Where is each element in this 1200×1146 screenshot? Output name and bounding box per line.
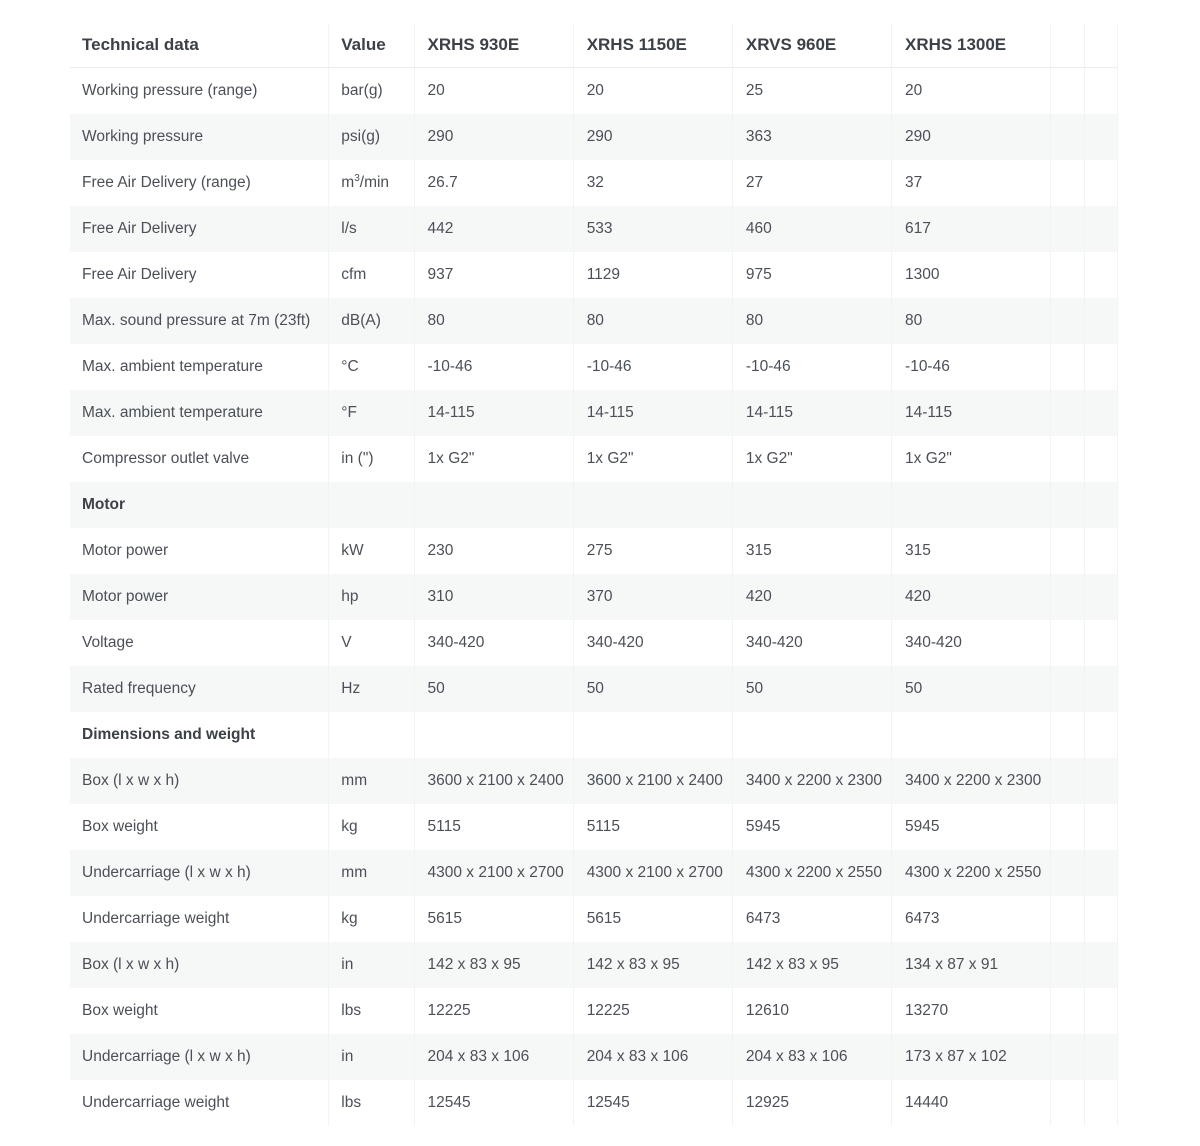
table-row — [70, 620, 1118, 666]
model-value: -10-46 — [414, 344, 573, 390]
model-value: 3400 x 2200 x 2300 — [732, 758, 891, 804]
parameter-name: Rated frequency — [70, 666, 329, 712]
empty-cell — [1085, 758, 1118, 804]
model-value: 5945 — [732, 804, 891, 850]
model-value: 204 x 83 x 106 — [732, 1034, 891, 1080]
parameter-unit — [329, 1034, 414, 1080]
empty-cell — [1051, 896, 1085, 942]
unit-text: Hz — [341, 680, 361, 697]
empty-cell — [329, 482, 414, 528]
model-value: 12225 — [573, 988, 732, 1034]
parameter-unit — [329, 160, 414, 206]
technical-data-table-wrapper — [70, 23, 1118, 1126]
model-value: 12545 — [414, 1080, 573, 1126]
empty-cell — [1085, 298, 1118, 344]
header-technical-data: Technical data — [70, 23, 329, 68]
model-value: 290 — [892, 114, 1051, 160]
empty-cell — [1085, 344, 1118, 390]
model-value: -10-46 — [573, 344, 732, 390]
empty-cell — [1051, 620, 1085, 666]
parameter-unit — [329, 68, 414, 115]
empty-cell — [573, 482, 732, 528]
model-value: 6473 — [732, 896, 891, 942]
unit-text: psi(g) — [341, 128, 381, 145]
parameter-unit — [329, 804, 414, 850]
empty-cell — [732, 482, 891, 528]
model-value: 5945 — [892, 804, 1051, 850]
empty-cell — [1051, 206, 1085, 252]
empty-cell — [1051, 1080, 1085, 1126]
model-value: 14-115 — [892, 390, 1051, 436]
model-value: 340-420 — [573, 620, 732, 666]
unit-text: m — [341, 174, 355, 191]
model-value: 1129 — [573, 252, 732, 298]
parameter-name: Voltage — [70, 620, 329, 666]
table-body — [70, 68, 1118, 1127]
model-value: 142 x 83 x 95 — [414, 942, 573, 988]
empty-cell — [1051, 666, 1085, 712]
parameter-name: Box weight — [70, 804, 329, 850]
empty-cell — [1085, 436, 1118, 482]
model-value: 50 — [573, 666, 732, 712]
empty-cell — [414, 482, 573, 528]
model-value: 420 — [892, 574, 1051, 620]
unit-text: l/s — [341, 220, 357, 237]
model-value: 370 — [573, 574, 732, 620]
model-value: 13270 — [892, 988, 1051, 1034]
model-value: 20 — [892, 68, 1051, 115]
empty-cell — [1085, 574, 1118, 620]
parameter-name: Box (l x w x h) — [70, 942, 329, 988]
model-value: 20 — [573, 68, 732, 115]
empty-cell — [1085, 942, 1118, 988]
parameter-unit — [329, 758, 414, 804]
header-model: XRVS 960E — [732, 23, 891, 68]
empty-cell — [1051, 758, 1085, 804]
empty-cell — [1085, 666, 1118, 712]
model-value: 315 — [892, 528, 1051, 574]
table-row — [70, 942, 1118, 988]
model-value: 80 — [414, 298, 573, 344]
table-row — [70, 390, 1118, 436]
unit-text: mm — [341, 772, 368, 789]
empty-cell — [573, 712, 732, 758]
model-value: 1x G2" — [414, 436, 573, 482]
empty-cell — [1085, 68, 1118, 115]
empty-cell — [892, 712, 1051, 758]
model-value: 3400 x 2200 x 2300 — [892, 758, 1051, 804]
model-value: 533 — [573, 206, 732, 252]
model-value: 204 x 83 x 106 — [414, 1034, 573, 1080]
header-empty-cell — [1051, 23, 1085, 68]
parameter-unit — [329, 942, 414, 988]
model-value: 50 — [892, 666, 1051, 712]
table-row — [70, 988, 1118, 1034]
model-value: 134 x 87 x 91 — [892, 942, 1051, 988]
empty-cell — [1051, 712, 1085, 758]
empty-cell — [1085, 482, 1118, 528]
table-row — [70, 574, 1118, 620]
parameter-unit — [329, 896, 414, 942]
model-value: 1x G2" — [892, 436, 1051, 482]
parameter-name: Max. sound pressure at 7m (23ft) — [70, 298, 329, 344]
section-header-row — [70, 482, 1118, 528]
model-value: 937 — [414, 252, 573, 298]
parameter-name: Max. ambient temperature — [70, 390, 329, 436]
table-row — [70, 850, 1118, 896]
empty-cell — [732, 712, 891, 758]
empty-cell — [1051, 344, 1085, 390]
model-value: 290 — [573, 114, 732, 160]
unit-suffix: /min — [359, 174, 390, 191]
model-value: 80 — [573, 298, 732, 344]
header-model: XRHS 1300E — [892, 23, 1051, 68]
model-value: 460 — [732, 206, 891, 252]
model-value: -10-46 — [892, 344, 1051, 390]
empty-cell — [1051, 574, 1085, 620]
model-value: 230 — [414, 528, 573, 574]
model-value: 275 — [573, 528, 732, 574]
section-title: Motor — [70, 482, 329, 528]
unit-text: kg — [341, 910, 358, 927]
model-value: 4300 x 2200 x 2550 — [732, 850, 891, 896]
parameter-name: Working pressure — [70, 114, 329, 160]
model-value: 4300 x 2100 x 2700 — [573, 850, 732, 896]
empty-cell — [1051, 114, 1085, 160]
model-value: 12925 — [732, 1080, 891, 1126]
table-row — [70, 896, 1118, 942]
parameter-unit — [329, 988, 414, 1034]
empty-cell — [1051, 482, 1085, 528]
table-row — [70, 758, 1118, 804]
parameter-name: Undercarriage weight — [70, 896, 329, 942]
model-value: 12545 — [573, 1080, 732, 1126]
model-value: 3600 x 2100 x 2400 — [414, 758, 573, 804]
model-value: 5115 — [414, 804, 573, 850]
parameter-name: Undercarriage weight — [70, 1080, 329, 1126]
unit-text: mm — [341, 864, 368, 881]
model-value: 27 — [732, 160, 891, 206]
header-model: XRHS 1150E — [573, 23, 732, 68]
parameter-name: Motor power — [70, 574, 329, 620]
empty-cell — [1051, 436, 1085, 482]
empty-cell — [1085, 1080, 1118, 1126]
model-value: 14-115 — [732, 390, 891, 436]
parameter-unit — [329, 436, 414, 482]
model-value: 340-420 — [414, 620, 573, 666]
unit-text: hp — [341, 588, 359, 605]
parameter-unit — [329, 528, 414, 574]
unit-text: kg — [341, 818, 358, 835]
parameter-name: Free Air Delivery — [70, 252, 329, 298]
table-row — [70, 114, 1118, 160]
header-model: XRHS 930E — [414, 23, 573, 68]
unit-text: lbs — [341, 1002, 362, 1019]
parameter-unit — [329, 666, 414, 712]
parameter-name: Motor power — [70, 528, 329, 574]
table-row — [70, 666, 1118, 712]
unit-text: in — [341, 956, 354, 973]
model-value: 363 — [732, 114, 891, 160]
technical-data-table — [70, 23, 1118, 1126]
model-value: 32 — [573, 160, 732, 206]
model-value: 142 x 83 x 95 — [732, 942, 891, 988]
parameter-unit — [329, 344, 414, 390]
table-row — [70, 1034, 1118, 1080]
unit-text: V — [341, 634, 352, 651]
model-value: 310 — [414, 574, 573, 620]
model-value: 1300 — [892, 252, 1051, 298]
empty-cell — [1085, 620, 1118, 666]
model-value: 173 x 87 x 102 — [892, 1034, 1051, 1080]
model-value: 4300 x 2100 x 2700 — [414, 850, 573, 896]
unit-text: in (") — [341, 450, 374, 467]
parameter-unit — [329, 206, 414, 252]
empty-cell — [1051, 804, 1085, 850]
unit-text: in — [341, 1048, 354, 1065]
parameter-unit — [329, 1080, 414, 1126]
parameter-name: Compressor outlet valve — [70, 436, 329, 482]
unit-text: dB(A) — [341, 312, 381, 329]
parameter-name: Box weight — [70, 988, 329, 1034]
table-row — [70, 436, 1118, 482]
model-value: 3600 x 2100 x 2400 — [573, 758, 732, 804]
model-value: 37 — [892, 160, 1051, 206]
unit-text: cfm — [341, 266, 367, 283]
parameter-unit — [329, 114, 414, 160]
model-value: 14-115 — [414, 390, 573, 436]
header-empty-cell — [1085, 23, 1118, 68]
table-row — [70, 298, 1118, 344]
empty-cell — [1085, 896, 1118, 942]
model-value: 142 x 83 x 95 — [573, 942, 732, 988]
model-value: 5115 — [573, 804, 732, 850]
table-row — [70, 206, 1118, 252]
model-value: 340-420 — [732, 620, 891, 666]
model-value: 14-115 — [573, 390, 732, 436]
empty-cell — [1085, 850, 1118, 896]
model-value: 14440 — [892, 1080, 1051, 1126]
section-title: Dimensions and weight — [70, 712, 329, 758]
unit-text: lbs — [341, 1094, 362, 1111]
table-row — [70, 160, 1118, 206]
empty-cell — [1085, 712, 1118, 758]
model-value: 290 — [414, 114, 573, 160]
table-row — [70, 252, 1118, 298]
empty-cell — [1085, 114, 1118, 160]
parameter-name: Box (l x w x h) — [70, 758, 329, 804]
empty-cell — [329, 712, 414, 758]
header-value: Value — [329, 23, 414, 68]
empty-cell — [1085, 160, 1118, 206]
table-row — [70, 804, 1118, 850]
model-value: 50 — [414, 666, 573, 712]
table-row — [70, 1080, 1118, 1126]
model-value: 25 — [732, 68, 891, 115]
parameter-name: Max. ambient temperature — [70, 344, 329, 390]
unit-text: bar(g) — [341, 82, 383, 99]
parameter-unit — [329, 390, 414, 436]
unit-text: °C — [341, 358, 359, 375]
empty-cell — [1085, 988, 1118, 1034]
section-header-row — [70, 712, 1118, 758]
parameter-unit — [329, 574, 414, 620]
unit-text: °F — [341, 404, 357, 421]
empty-cell — [1051, 850, 1085, 896]
model-value: 80 — [732, 298, 891, 344]
model-value: 442 — [414, 206, 573, 252]
model-value: 5615 — [573, 896, 732, 942]
empty-cell — [1085, 206, 1118, 252]
empty-cell — [1085, 252, 1118, 298]
unit-superscript: 3 — [354, 172, 360, 184]
parameter-name: Working pressure (range) — [70, 68, 329, 115]
parameter-unit — [329, 298, 414, 344]
model-value: 420 — [732, 574, 891, 620]
empty-cell — [1051, 390, 1085, 436]
parameter-unit — [329, 252, 414, 298]
table-row — [70, 528, 1118, 574]
model-value: 50 — [732, 666, 891, 712]
model-value: 4300 x 2200 x 2550 — [892, 850, 1051, 896]
parameter-name: Free Air Delivery (range) — [70, 160, 329, 206]
model-value: 315 — [732, 528, 891, 574]
empty-cell — [1085, 1034, 1118, 1080]
table-row — [70, 344, 1118, 390]
empty-cell — [414, 712, 573, 758]
model-value: 12225 — [414, 988, 573, 1034]
empty-cell — [1051, 528, 1085, 574]
empty-cell — [892, 482, 1051, 528]
model-value: 1x G2" — [573, 436, 732, 482]
model-value: 975 — [732, 252, 891, 298]
parameter-unit — [329, 850, 414, 896]
model-value: 204 x 83 x 106 — [573, 1034, 732, 1080]
parameter-unit — [329, 620, 414, 666]
empty-cell — [1051, 252, 1085, 298]
table-header-row — [70, 23, 1118, 68]
table-row — [70, 68, 1118, 115]
empty-cell — [1051, 298, 1085, 344]
empty-cell — [1051, 1034, 1085, 1080]
empty-cell — [1051, 160, 1085, 206]
empty-cell — [1051, 942, 1085, 988]
empty-cell — [1085, 390, 1118, 436]
model-value: 340-420 — [892, 620, 1051, 666]
model-value: 1x G2" — [732, 436, 891, 482]
empty-cell — [1051, 68, 1085, 115]
model-value: 80 — [892, 298, 1051, 344]
parameter-name: Undercarriage (l x w x h) — [70, 850, 329, 896]
parameter-name: Undercarriage (l x w x h) — [70, 1034, 329, 1080]
model-value: 6473 — [892, 896, 1051, 942]
empty-cell — [1051, 988, 1085, 1034]
model-value: 12610 — [732, 988, 891, 1034]
model-value: 20 — [414, 68, 573, 115]
empty-cell — [1085, 528, 1118, 574]
model-value: 5615 — [414, 896, 573, 942]
parameter-name: Free Air Delivery — [70, 206, 329, 252]
model-value: -10-46 — [732, 344, 891, 390]
model-value: 26.7 — [414, 160, 573, 206]
empty-cell — [1085, 804, 1118, 850]
unit-text: kW — [341, 542, 364, 559]
model-value: 617 — [892, 206, 1051, 252]
